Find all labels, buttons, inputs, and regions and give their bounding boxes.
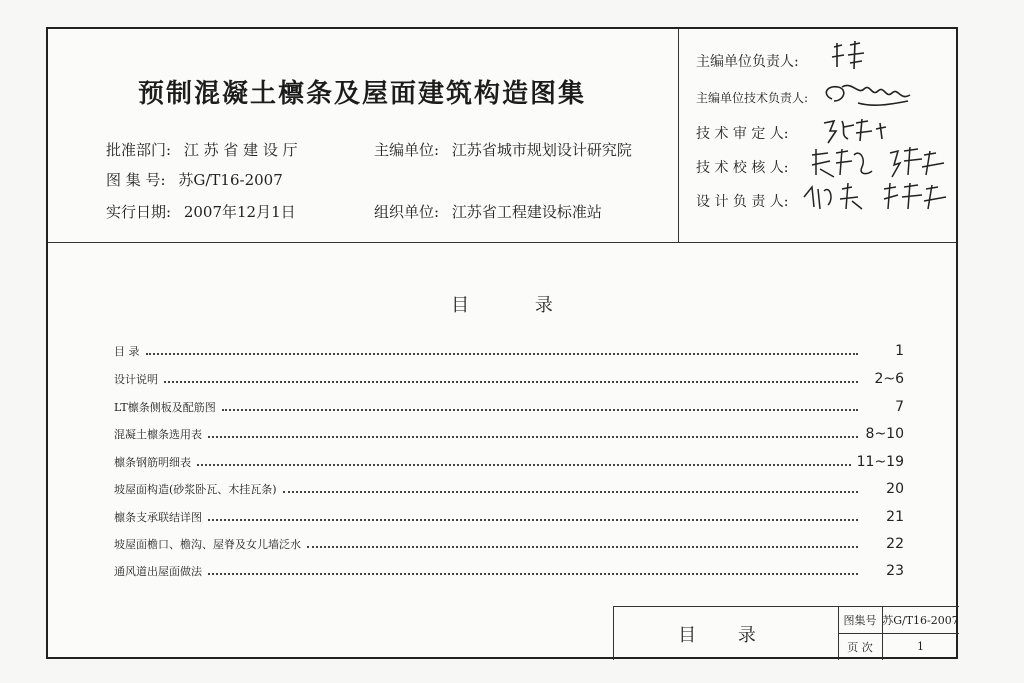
atlas-number — [106, 169, 283, 190]
atlas-number-value: 苏G/T16-2007 — [178, 171, 283, 189]
toc-item — [114, 477, 904, 497]
sig-label-unit-head: 主编单位负责人: — [696, 54, 799, 70]
chief-editor-label: 主编单位: — [374, 141, 440, 159]
signature-tech-head — [818, 77, 918, 113]
organizer — [374, 201, 602, 222]
toc-item — [114, 505, 904, 525]
toc-item-page: 7 — [895, 399, 904, 415]
drawing-sheet — [46, 27, 958, 659]
toc-item-title: 坡屋面檐口、檐沟、屋脊及女儿墙泛水 — [114, 538, 301, 551]
effective-date-value: 2007年12月1日 — [183, 203, 296, 221]
toc-item-title: 坡屋面构造(砂浆卧瓦、木挂瓦条) — [114, 483, 277, 496]
atlas-number-cell: 苏G/T16-2007 — [882, 614, 959, 627]
atlas-number-label: 图 集 号: — [106, 171, 166, 189]
toc-leader-dots — [283, 491, 858, 493]
page-number-cell: 1 — [917, 640, 924, 653]
toc-item-page: 22 — [886, 536, 904, 552]
toc-item-title: 檩条钢筋明细表 — [114, 456, 191, 469]
approval-dept-label: 批准部门: — [106, 141, 172, 159]
organizer-label: 组织单位: — [374, 203, 440, 221]
toc-leader-dots — [164, 381, 858, 383]
toc-item-page: 1 — [895, 343, 904, 359]
toc-item-page: 8~10 — [865, 426, 904, 442]
atlas-label-cell: 图集号 — [843, 614, 877, 627]
effective-date — [106, 201, 296, 222]
toc-item — [114, 422, 904, 442]
effective-date-label: 实行日期: — [106, 203, 172, 221]
signature-divider — [678, 29, 679, 242]
chief-editor-value: 江苏省城市规划设计研究院 — [451, 141, 632, 159]
toc-item-title: LT檩条侧板及配筋图 — [114, 401, 216, 414]
toc-item — [114, 450, 904, 470]
title-block — [613, 606, 959, 660]
title-block-title: 目 录 — [678, 624, 774, 646]
toc-item-title: 通风道出屋面做法 — [114, 565, 202, 578]
signature-unit-head — [828, 39, 868, 73]
sig-label-reviewer: 技 术 审 定 人: — [696, 126, 789, 142]
toc-leader-dots — [208, 573, 858, 575]
toc-heading: 目 录 — [451, 295, 583, 316]
toc-leader-dots — [208, 519, 858, 521]
sig-label-designer: 设 计 负 责 人: — [696, 194, 789, 210]
toc-item — [114, 559, 904, 579]
toc-item-title: 设计说明 — [114, 373, 158, 386]
toc-item — [114, 395, 904, 415]
organizer-value: 江苏省工程建设标准站 — [451, 203, 602, 221]
toc-leader-dots — [307, 546, 858, 548]
approval-dept — [106, 139, 298, 160]
toc-item — [114, 367, 904, 387]
toc-item-page: 21 — [886, 509, 904, 525]
sig-label-tech-head: 主编单位技术负责人: — [696, 91, 809, 105]
toc-item-page: 20 — [886, 481, 904, 497]
toc-leader-dots — [222, 409, 858, 411]
atlas-title: 预制混凝土檩条及屋面建筑构造图集 — [138, 79, 587, 109]
toc-item-page: 2~6 — [874, 371, 904, 387]
toc-leader-dots — [146, 353, 859, 355]
toc-leader-dots — [197, 464, 851, 466]
toc-item-title: 混凝土檩条选用表 — [114, 428, 202, 441]
page-label-cell: 页 次 — [847, 640, 873, 654]
toc-item-page: 23 — [886, 563, 904, 579]
toc-leader-dots — [208, 436, 858, 438]
toc-item — [114, 339, 904, 359]
signature-reviewer — [820, 115, 890, 149]
header-divider — [48, 242, 956, 243]
chief-editor — [374, 139, 632, 160]
toc-item-title: 檩条支承联结详图 — [114, 511, 202, 524]
approval-dept-value: 江 苏 省 建 设 厅 — [183, 141, 298, 159]
sig-label-checker: 技 术 校 核 人: — [696, 160, 789, 176]
toc-item-title: 目 录 — [114, 345, 140, 358]
signature-designer — [800, 179, 960, 219]
toc-item — [114, 532, 904, 552]
toc-item-page: 11~19 — [856, 454, 904, 470]
